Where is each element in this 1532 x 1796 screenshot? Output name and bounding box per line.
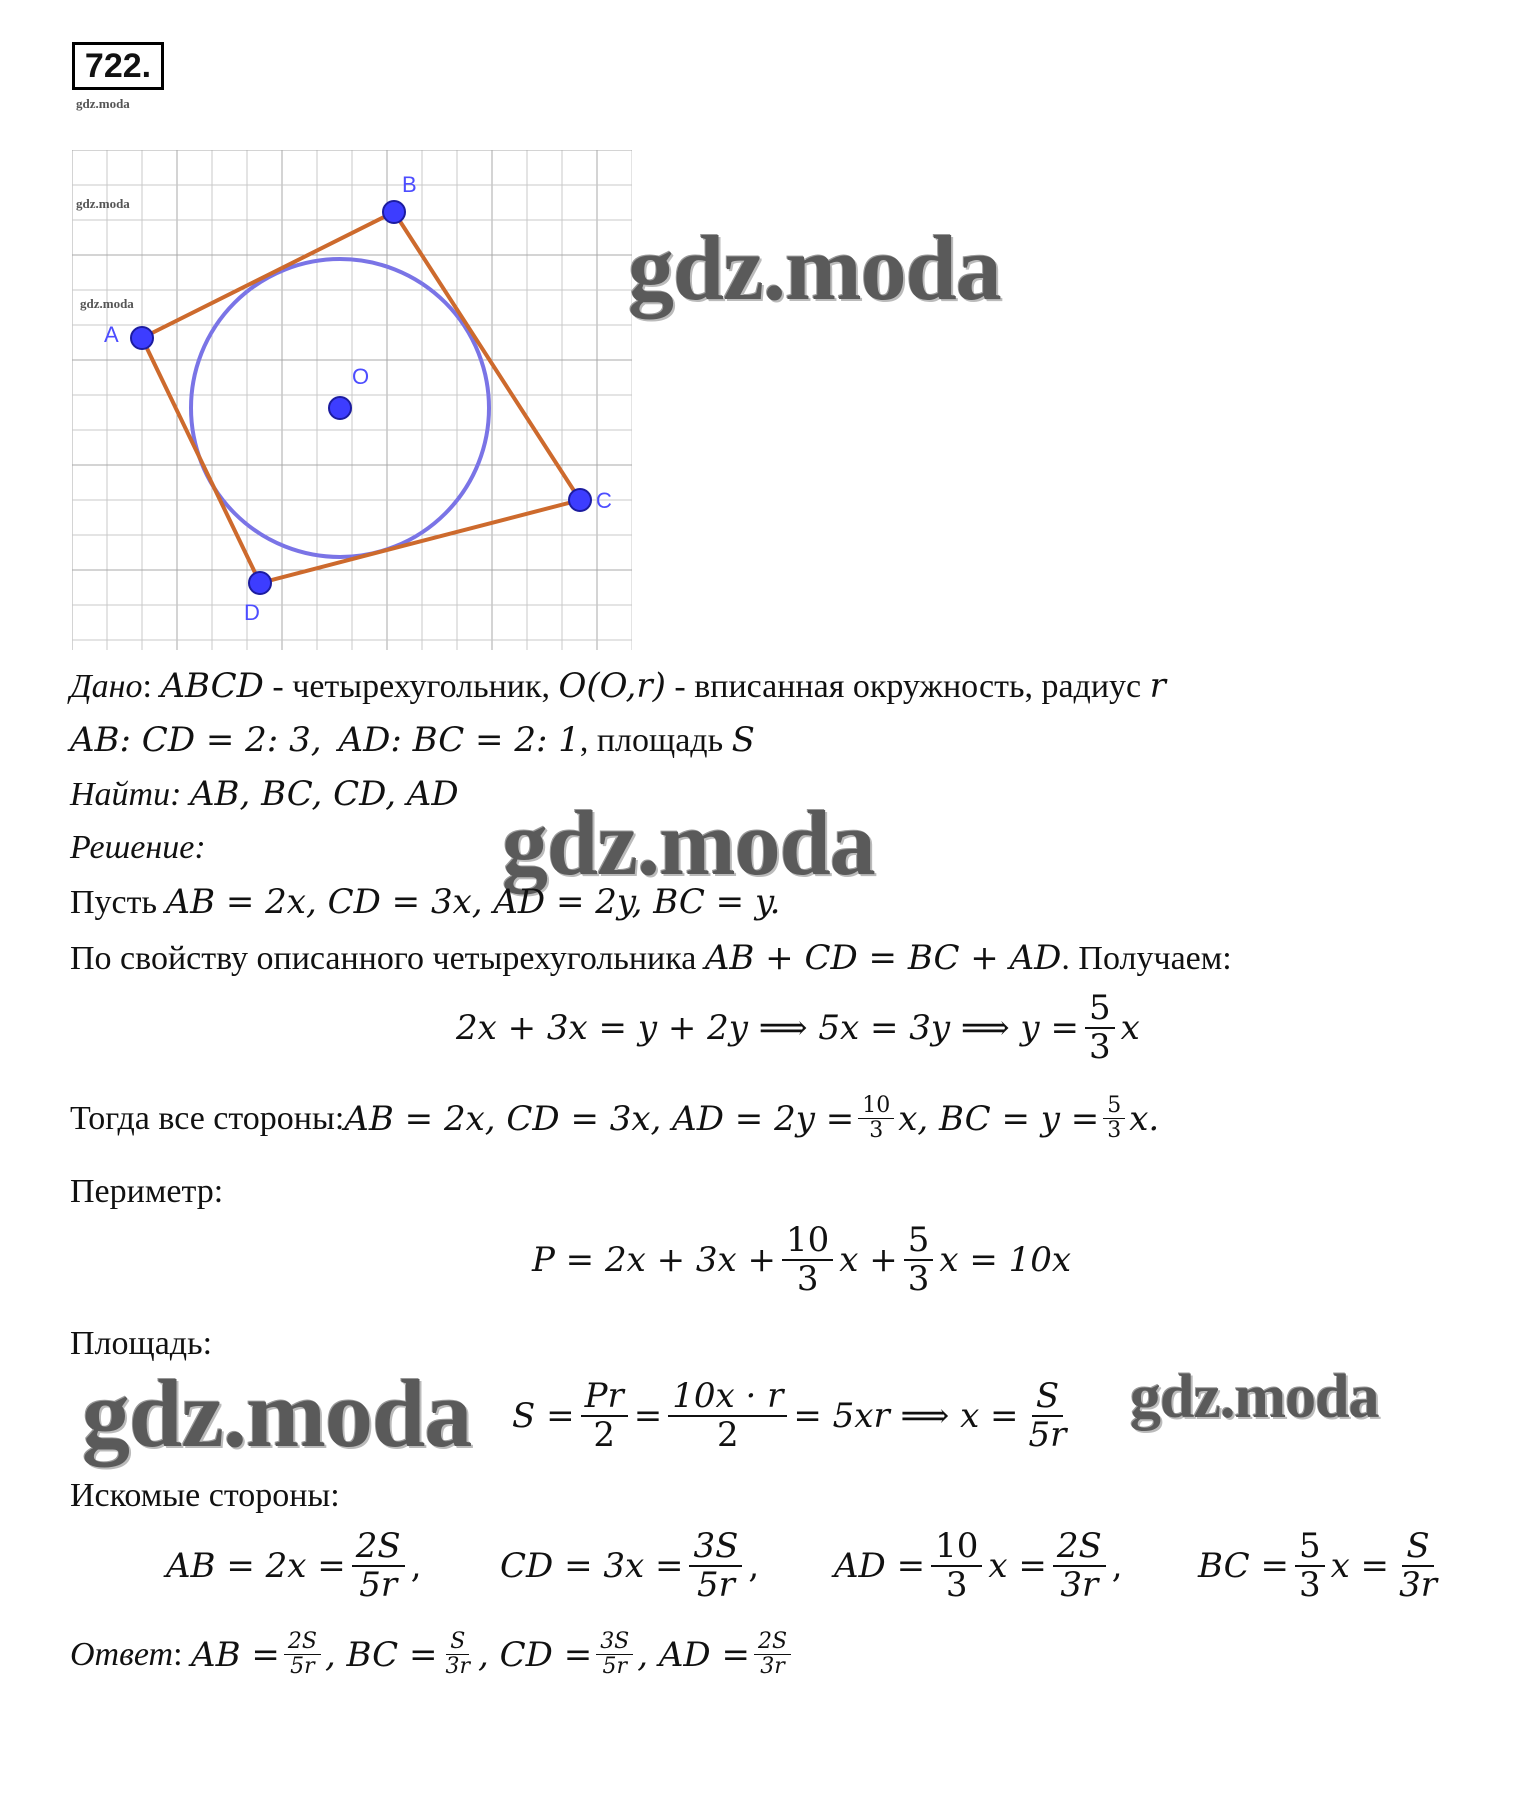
label-b: B bbox=[402, 172, 417, 197]
sought-label: Искомые стороны: bbox=[70, 1477, 340, 1514]
find-line bbox=[70, 774, 459, 815]
property-line bbox=[70, 938, 1232, 979]
given-quad-text: - четырехугольник, bbox=[263, 668, 559, 705]
given-s: S bbox=[731, 720, 755, 760]
sought-bc: BC = $\frac{5}{3}$ x = $\frac{S}{3r}$ bbox=[1198, 1526, 1437, 1606]
label-a: A bbox=[104, 322, 119, 347]
property-expr: AB + CD = BC + AD bbox=[704, 938, 1062, 978]
let-expr: AB = 2x, CD = 3x, AD = 2y, BC = y. bbox=[165, 882, 781, 922]
given-r: r bbox=[1149, 666, 1166, 706]
watermark-figure-1: gdz.moda bbox=[76, 196, 130, 211]
let-line bbox=[70, 882, 780, 923]
given-circle-text: - вписанная окружность, радиус bbox=[665, 668, 1150, 705]
task-number: 722. bbox=[72, 42, 164, 90]
grid bbox=[72, 150, 632, 650]
quadrilateral-abcd bbox=[142, 212, 580, 583]
area-text: , площадь bbox=[579, 722, 732, 759]
given-quad: ABCD bbox=[160, 666, 264, 706]
solution-label: Решение: bbox=[70, 829, 206, 866]
point-b bbox=[383, 201, 405, 223]
label-o: O bbox=[352, 364, 370, 389]
given-label: Дано bbox=[70, 668, 143, 705]
find-items: AB, BC, CD, AD bbox=[189, 774, 459, 814]
given-line: Дано: ABCD - четырехугольник, O(O,r) - вписанная окружность, радиус r bbox=[70, 666, 1166, 706]
area-label: Площадь: bbox=[70, 1325, 213, 1362]
point-o bbox=[329, 397, 351, 419]
watermark-figure-2: gdz.moda bbox=[80, 296, 134, 311]
geometry-figure bbox=[72, 150, 632, 650]
sides-line: Тогда все стороны: AB = 2x, CD = 3x, AD = 2y = $\frac{10}{3}$ x, BC = y = $\frac{5}{3}$ x. bbox=[70, 1093, 1160, 1144]
label-c: C bbox=[596, 488, 612, 513]
let-prefix: Пусть bbox=[70, 884, 166, 921]
perimeter-equation: P = 2x + 3x + $\frac{10}{3}$ x + $\frac{5}{3}$ x = 10x bbox=[532, 1220, 1072, 1300]
watermark-big-2: gdz.moda bbox=[502, 792, 875, 894]
watermark-big-4: gdz.moda bbox=[1130, 1363, 1379, 1431]
perimeter-label: Периметр: bbox=[70, 1173, 224, 1210]
ratio2: AD: BC = 2: 1 bbox=[338, 720, 580, 760]
property-text: По свойству описанного четырехугольника bbox=[70, 940, 705, 977]
ratio-line bbox=[70, 720, 755, 761]
watermark-small: gdz.moda bbox=[76, 96, 130, 111]
watermark-big-1: gdz.moda bbox=[628, 217, 1001, 319]
sought-ad: AD = $\frac{10}{3}$ x = $\frac{2S}{3r}$ , bbox=[834, 1526, 1123, 1606]
sought-cd: CD = 3x = $\frac{3S}{5r}$ , bbox=[500, 1526, 760, 1606]
given-circle: O(O,r) bbox=[558, 666, 666, 706]
ratio1: AB: CD = 2: 3, bbox=[70, 720, 322, 760]
point-c bbox=[569, 489, 591, 511]
answer-line: Ответ : AB = $\frac{2S}{5r}$ , BC = $\frac{S}{3r}$ , CD = $\frac{3S}{5r}$ , AD = $\frac{2S}{3r}$ bbox=[70, 1630, 795, 1679]
point-a bbox=[131, 327, 153, 349]
find-label: Найти: bbox=[70, 776, 182, 813]
property-suffix: . Получаем: bbox=[1061, 940, 1232, 977]
sought-ab: AB = 2x = $\frac{2S}{5r}$ , bbox=[166, 1526, 422, 1606]
answer-label: Ответ bbox=[70, 1635, 174, 1673]
equation-1: 2x + 3x = y + 2y ⟹ 5x = 3y ⟹ y = $\frac{5}{3}$ x bbox=[456, 988, 1140, 1068]
label-d: D bbox=[244, 600, 260, 625]
watermark-big-3: gdz.moda bbox=[82, 1360, 472, 1467]
point-d bbox=[249, 572, 271, 594]
area-equation: S = $\frac{Pr}{2}$ = $\frac{10x \cdot r}{2}$ = 5xr ⟹ x = $\frac{S}{5r}$ bbox=[512, 1376, 1067, 1456]
